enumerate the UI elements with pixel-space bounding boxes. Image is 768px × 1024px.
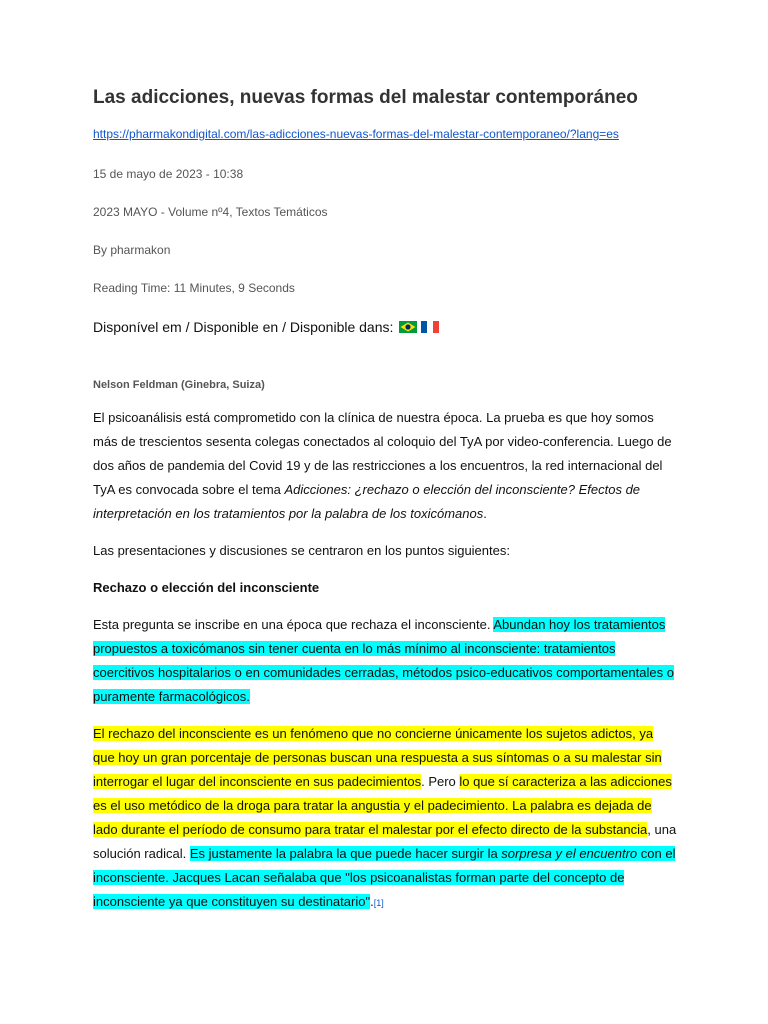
available-languages — [93, 318, 678, 336]
article-date: 15 de mayo de 2023 - 10:38 — [93, 167, 244, 181]
highlight-text: con el inconsciente. Jacques Lacan señalaba que "los psicoanalistas forman parte del concepto de inconsciente ya que constituyen su destinatario" — [93, 846, 676, 909]
highlight-italic: sorpresa y el encuentro — [501, 846, 638, 861]
highlight-cyan: Abundan hoy los tratamientos propuestos a toxicómanos sin tener cuenta en lo más mínimo al inconsciente: tratamientos coercitivos hospitalarios o en comunidades cerradas, métodos psico-educativos comportamentales o puramente farmacológicos. — [93, 617, 674, 704]
paragraph-intro — [93, 406, 678, 526]
paragraph-intro-text: El psicoanálisis está comprometido con la clínica de nuestra época. La prueba es que hoy somos más de trescientos sesenta colegas conectados al coloquio del TyA por video-conferencia. Luego de dos años de pandemia del Covid 19 y de las restricciones a los encuentros, la red internacional del TyA es convocada sobre el tema — [93, 410, 672, 497]
available-label: Disponível em / Disponible en / Disponible dans: — [93, 319, 394, 335]
paragraph-question — [93, 613, 678, 709]
article-author: Nelson Feldman (Ginebra, Suiza) — [93, 379, 265, 391]
paragraph-text: . Pero — [421, 774, 460, 789]
article-byline: By pharmakon — [93, 243, 171, 257]
paragraph-presentations: Las presentaciones y discusiones se centraron en los puntos siguientes: — [93, 543, 510, 558]
paragraph-text: , una solución radical. — [93, 822, 677, 861]
paragraph-rejection — [93, 722, 678, 915]
brazil-flag-icon[interactable] — [399, 321, 417, 333]
article-title: Las adicciones, nuevas formas del malestar contemporáneo — [93, 87, 638, 108]
highlight-yellow: El rechazo del inconsciente es un fenómeno que no concierne únicamente los sujetos adictos, ya que hoy un gran porcentaje de personas buscan una respuesta a sus síntomas o a su malestar sin interrogar el lugar del inconsciente en sus padecimientos — [93, 726, 662, 789]
paragraph-intro-end: . — [483, 506, 487, 521]
article — [93, 86, 678, 928]
footnote-link[interactable]: [1] — [373, 898, 384, 908]
france-flag-icon[interactable] — [421, 321, 439, 333]
reading-time: Reading Time: 11 Minutes, 9 Seconds — [93, 281, 295, 295]
colloquium-theme: Adicciones: ¿rechazo o elección del inconsciente? Efectos de interpretación en los tratamientos por la palabra de los toxicómanos — [93, 482, 641, 521]
highlight-text: Es justamente la palabra la que puede hacer surgir la — [189, 846, 502, 861]
section-heading: Rechazo o elección del inconsciente — [93, 580, 320, 595]
article-url-link[interactable]: https://pharmakondigital.com/las-adicciones-nuevas-formas-del-malestar-contemporaneo/?lang=es — [93, 127, 619, 141]
highlight-yellow: lo que sí caracteriza a las adicciones es el uso metódico de la droga para tratar la angustia y el padecimiento. La palabra es dejada de lado durante el período de consumo para tratar el malestar por el efecto directo de la substancia — [93, 774, 672, 837]
paragraph-question-text: Esta pregunta se inscribe en una época que rechaza el inconsciente. — [93, 617, 494, 632]
paragraph-text: . — [370, 894, 374, 909]
article-categories: 2023 MAYO - Volume nº4, Textos Temáticos — [93, 205, 328, 219]
